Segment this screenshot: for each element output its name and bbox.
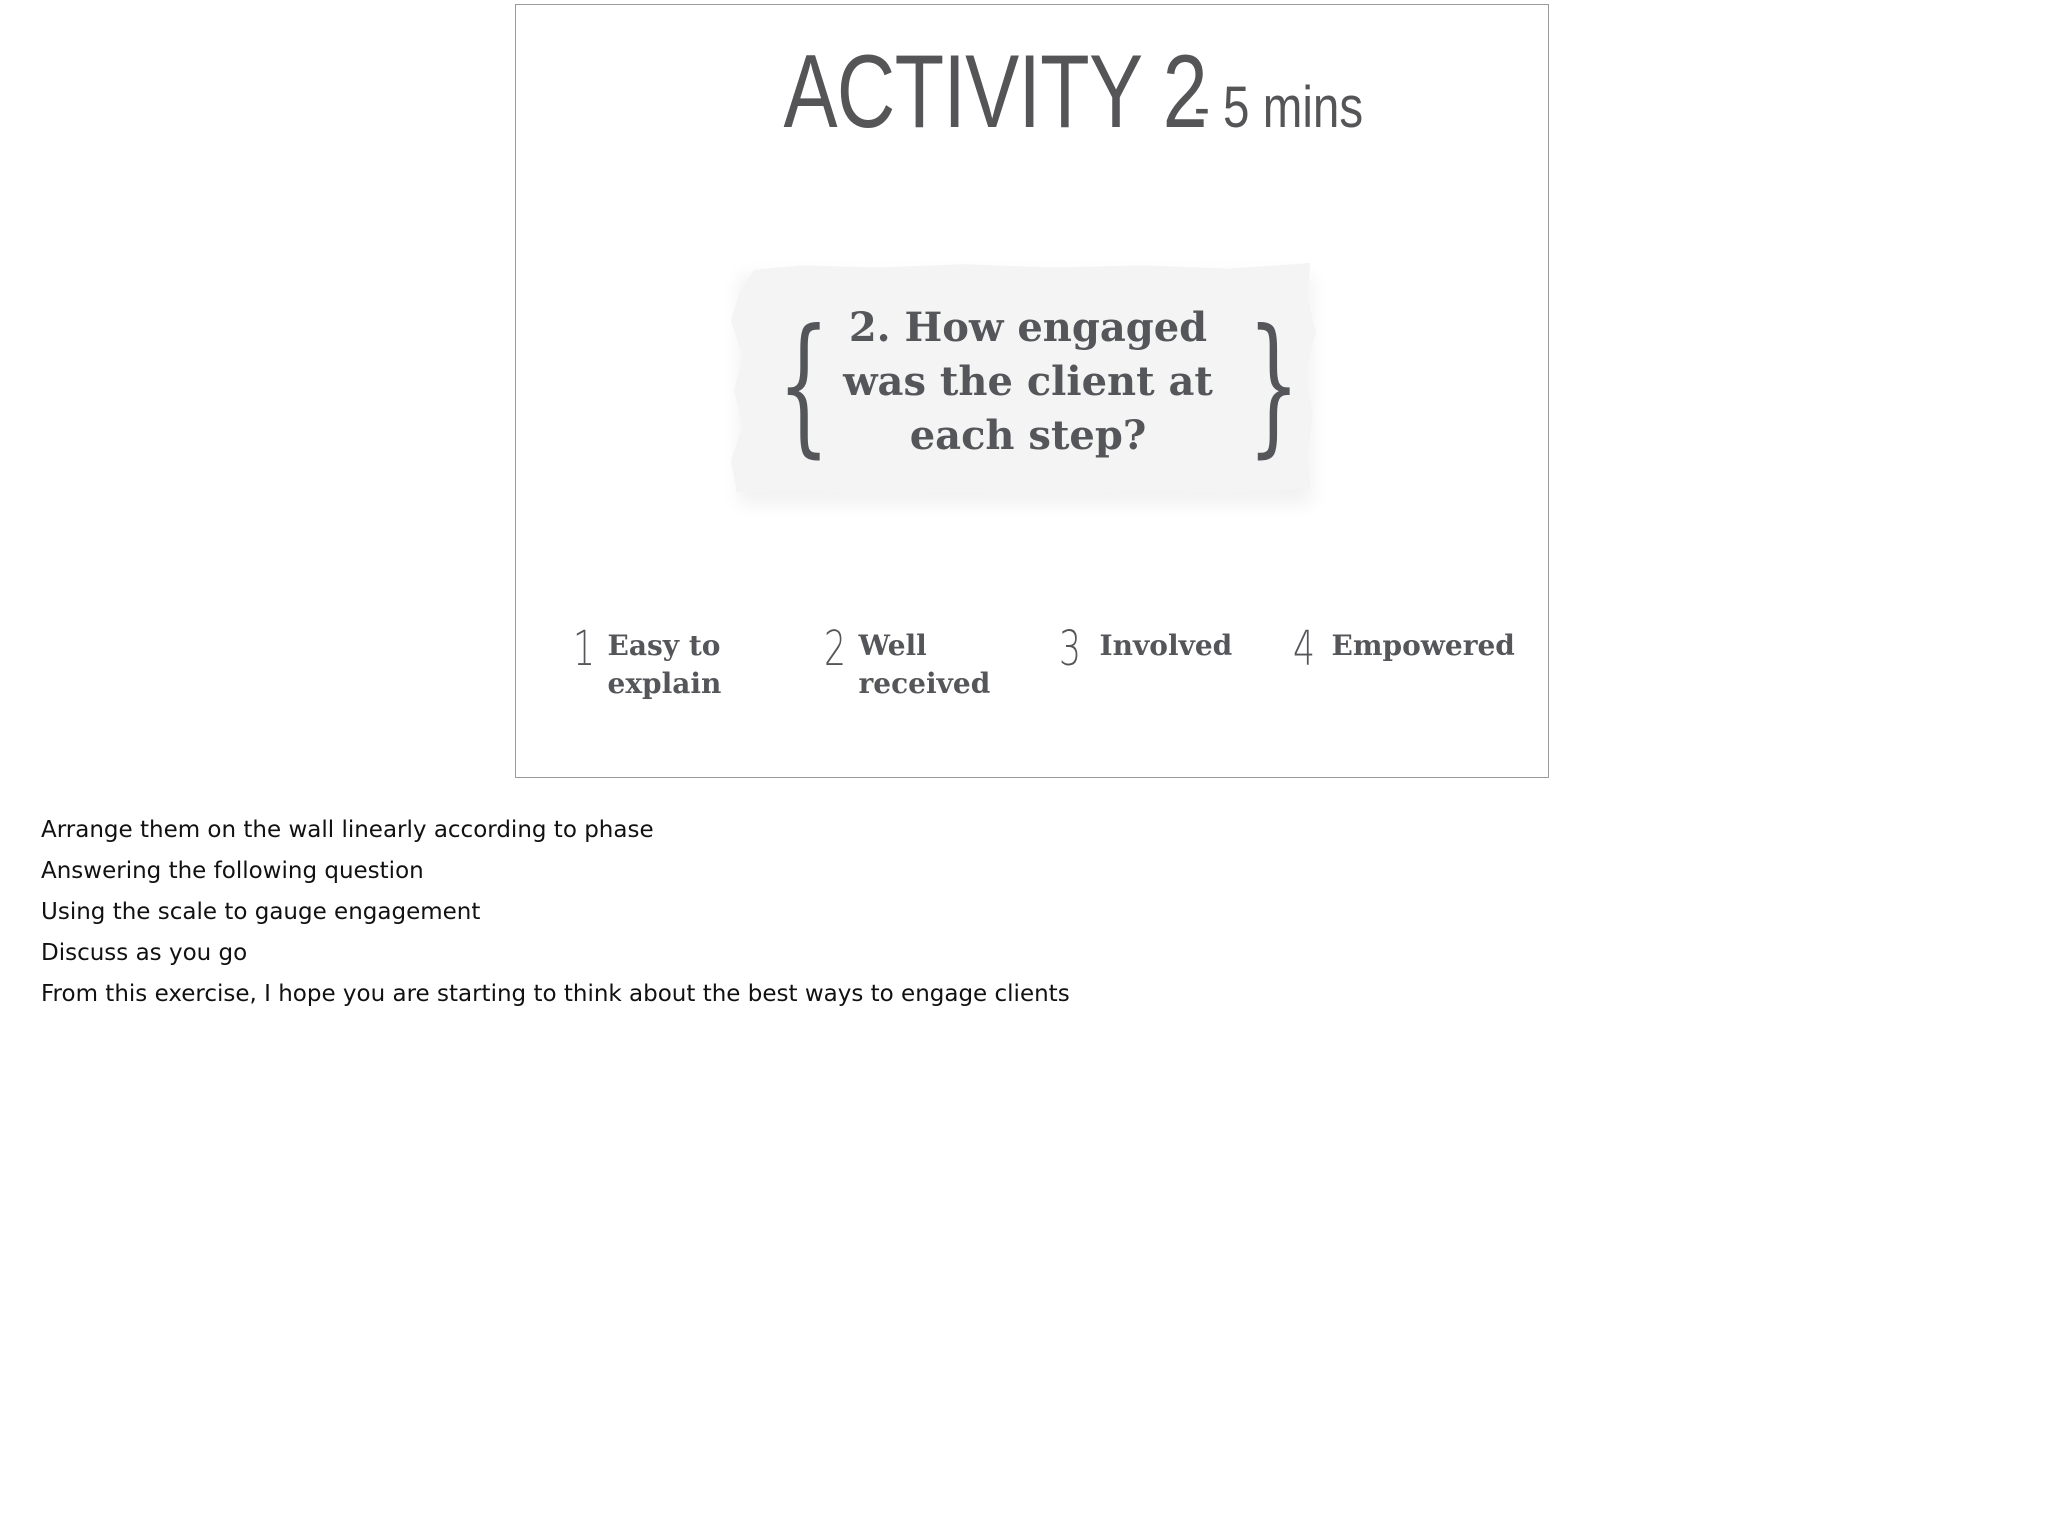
scale-item-2 <box>824 621 999 703</box>
right-brace: } <box>1247 298 1300 472</box>
scale-label: Well received <box>858 629 991 700</box>
slide-title <box>516 33 1548 152</box>
scale-item-4 <box>1293 621 1515 677</box>
slide <box>515 4 1549 778</box>
note-line: Arrange them on the wall linearly according to phase <box>41 817 654 843</box>
note-line: From this exercise, I hope you are starting to think about the best ways to engage clients <box>41 981 1070 1007</box>
scale-item-3 <box>1059 621 1233 677</box>
note-line: Answering the following question <box>41 858 424 884</box>
scale-label: Empowered <box>1331 629 1515 662</box>
title-main: ACTIVITY 2 <box>783 34 1208 150</box>
scale-number: 3 <box>1059 621 1081 677</box>
question-text: 2. How engaged was the client at each step? <box>843 304 1213 459</box>
scale-number: 2 <box>824 621 846 677</box>
title-duration: - 5 mins <box>1193 75 1363 140</box>
scale-number: 1 <box>573 621 595 677</box>
scale-item-1 <box>573 621 738 703</box>
scale-label: Easy to explain <box>607 629 722 700</box>
speaker-notes <box>41 810 1070 1015</box>
note-line: Using the scale to gauge engagement <box>41 899 481 925</box>
scale-number: 4 <box>1293 621 1315 677</box>
note-line: Discuss as you go <box>41 940 248 966</box>
left-brace: { <box>777 298 830 472</box>
scale-label: Involved <box>1099 629 1233 662</box>
